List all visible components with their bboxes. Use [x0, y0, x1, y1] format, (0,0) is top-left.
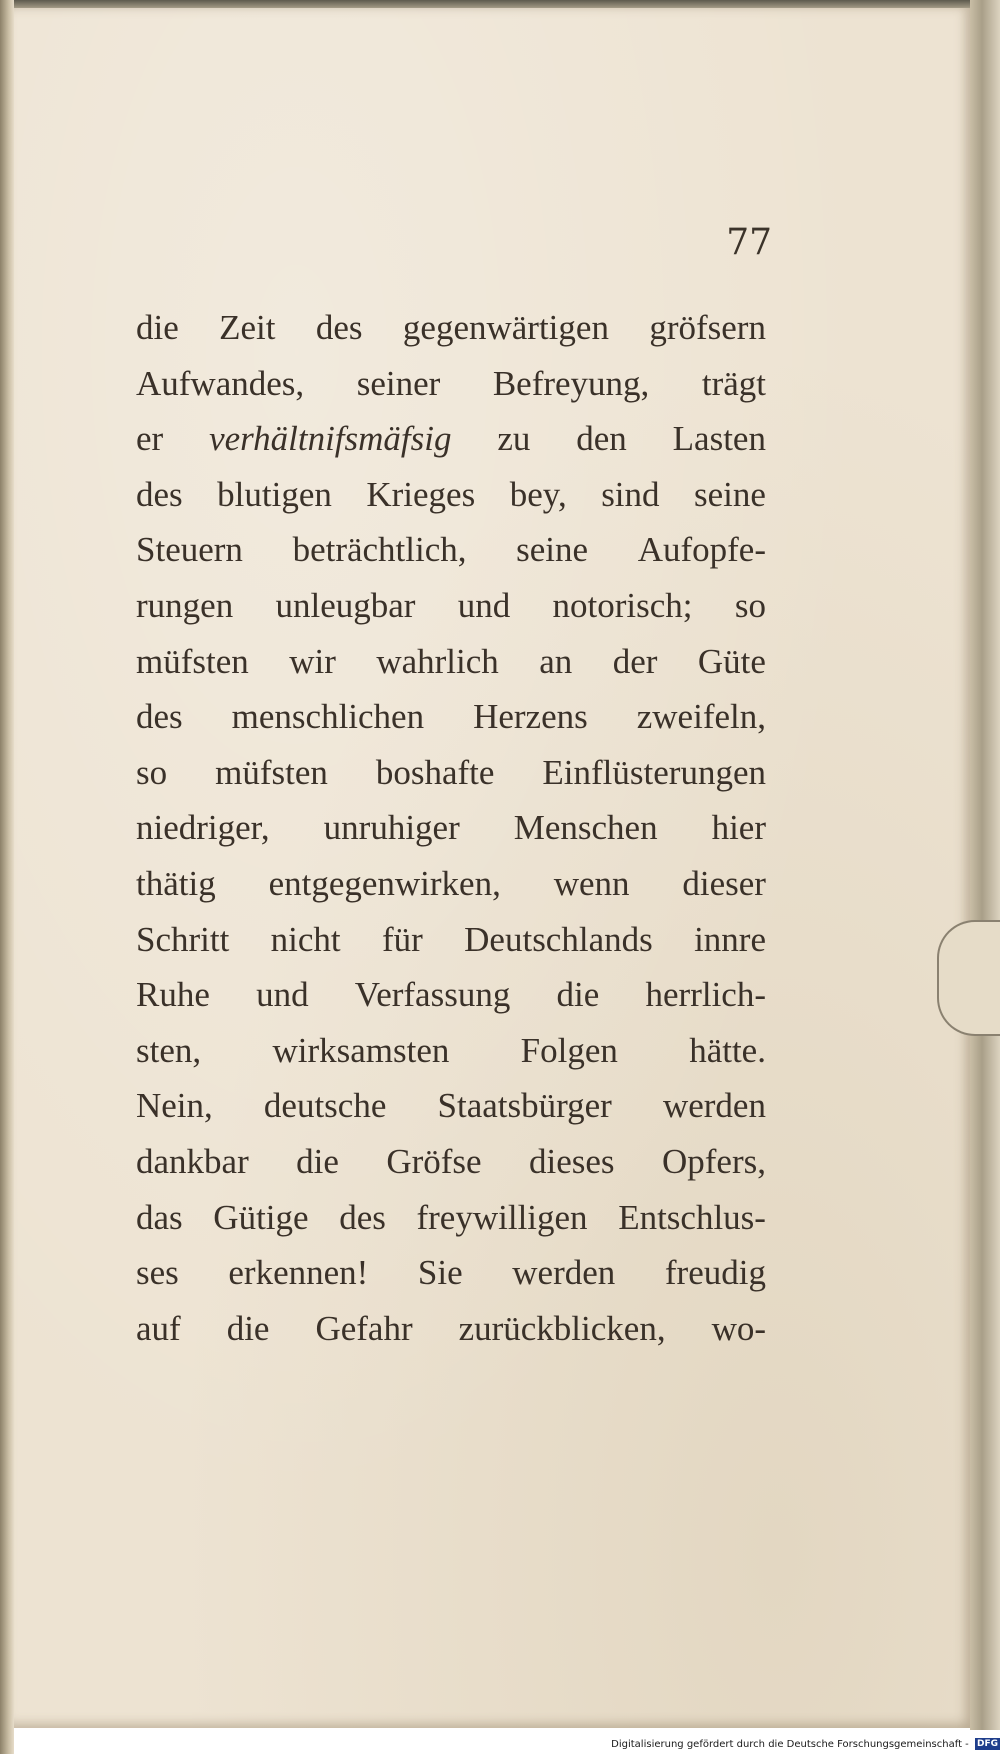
- word: bey,: [509, 474, 567, 514]
- word: wahrlich: [376, 641, 499, 681]
- binding-shadow: [0, 0, 14, 1754]
- text-line: [136, 1134, 766, 1190]
- word: sind: [601, 474, 660, 514]
- word: Befreyung,: [492, 363, 650, 403]
- word: trägt: [701, 363, 766, 403]
- word: gegenwärtigen: [402, 308, 609, 347]
- word: blutigen: [217, 474, 332, 514]
- text-line: [136, 1190, 766, 1246]
- word: ses: [136, 1253, 179, 1293]
- text-line: [136, 411, 766, 467]
- word: beträchtlich,: [292, 530, 467, 570]
- word: hätte.: [689, 1030, 766, 1070]
- text-line: [136, 634, 766, 690]
- word: Lasten: [672, 419, 766, 459]
- word: Opfers,: [661, 1141, 766, 1181]
- word: Menschen: [513, 808, 658, 848]
- text-line: [136, 1023, 766, 1079]
- word: und: [256, 975, 309, 1015]
- word: Schritt: [136, 919, 230, 959]
- text-line: [136, 1301, 766, 1357]
- dfg-logo: DFG: [976, 1739, 998, 1749]
- word: Einflüsterungen: [542, 752, 766, 792]
- word: seiner: [356, 363, 441, 403]
- text-line: [136, 800, 766, 856]
- page-number: 77: [726, 222, 772, 263]
- word: zurückblicken,: [458, 1308, 666, 1348]
- word: werden: [512, 1253, 616, 1293]
- word: seine: [516, 530, 589, 570]
- word: notorisch;: [552, 585, 693, 625]
- word: müfsten: [215, 752, 328, 792]
- word: auf: [136, 1308, 181, 1348]
- word: Gütige: [213, 1197, 309, 1237]
- word: das: [136, 1197, 183, 1237]
- word: erkennen!: [228, 1253, 369, 1293]
- book-fore-edge: [970, 0, 1000, 1730]
- word: Deutschlands: [464, 919, 653, 959]
- word: dieses: [529, 1141, 615, 1181]
- word: Gröfse: [386, 1141, 482, 1181]
- text-line: [136, 467, 766, 523]
- text-line: [136, 912, 766, 968]
- word: Nein,: [136, 1086, 213, 1126]
- word: des: [315, 308, 363, 347]
- word: menschlichen: [231, 697, 425, 737]
- text-line: [136, 689, 766, 745]
- text-line: [136, 967, 766, 1023]
- word: Güte: [697, 641, 766, 681]
- text-line: [136, 856, 766, 912]
- page-tab-marker: [937, 920, 1000, 1036]
- word: dankbar: [136, 1141, 249, 1181]
- word: thätig: [136, 863, 216, 903]
- word: und: [457, 585, 511, 625]
- word: verhältnifsmäfsig: [209, 419, 452, 459]
- word: nicht: [270, 919, 341, 959]
- word: Herzens: [473, 697, 588, 737]
- word: entgegenwirken,: [268, 863, 501, 903]
- word: zweifeln,: [636, 697, 766, 737]
- word: seine: [694, 474, 766, 514]
- word: des: [136, 697, 183, 737]
- word: er: [136, 419, 164, 459]
- word: werden: [662, 1086, 766, 1126]
- word: unruhiger: [323, 808, 460, 848]
- word: innre: [694, 919, 766, 959]
- word: rungen: [136, 585, 234, 625]
- word: den: [576, 419, 627, 459]
- word: unleugbar: [275, 585, 416, 625]
- word: die: [226, 1308, 270, 1348]
- word: gröfsern: [649, 308, 766, 347]
- word: so: [734, 585, 766, 625]
- word: Steuern: [136, 530, 243, 570]
- word: boshafte: [375, 752, 495, 792]
- text-line: [136, 745, 766, 801]
- word: deutsche: [263, 1086, 387, 1126]
- word: müfsten: [136, 641, 249, 681]
- word: die: [136, 308, 179, 347]
- word: wenn: [553, 863, 630, 903]
- text-line: [136, 522, 766, 578]
- word: freudig: [664, 1253, 766, 1293]
- word: Verfassung: [354, 975, 511, 1015]
- word: Folgen: [520, 1030, 618, 1070]
- word: Zeit: [219, 308, 276, 347]
- word: sten,: [136, 1030, 202, 1070]
- word: die: [556, 975, 600, 1015]
- text-line: [136, 1078, 766, 1134]
- word: dieser: [682, 863, 766, 903]
- text-line: [136, 1245, 766, 1301]
- word: Gefahr: [315, 1308, 413, 1348]
- word: Krieges: [366, 474, 476, 514]
- page-body-text: [136, 300, 766, 1356]
- text-line: [136, 356, 766, 412]
- word: niedriger,: [136, 808, 270, 848]
- credit-text: Digitalisierung gefördert durch die Deutsche Forschungsgemeinschaft -: [611, 1739, 969, 1750]
- word: herrlich-: [645, 975, 766, 1015]
- word: hier: [711, 808, 766, 848]
- text-line: [136, 578, 766, 634]
- word: des: [136, 474, 183, 514]
- word: wo-: [711, 1308, 766, 1348]
- word: so: [136, 752, 168, 792]
- word: Aufopfe-: [637, 530, 766, 570]
- word: für: [382, 919, 423, 959]
- text-line: [136, 300, 766, 356]
- digitization-credit: [560, 1736, 1000, 1754]
- word: die: [296, 1141, 339, 1181]
- word: zu: [497, 419, 531, 459]
- word: wir: [289, 641, 336, 681]
- word: an: [539, 641, 573, 681]
- word: Aufwandes,: [136, 363, 305, 403]
- word: Entschlus-: [618, 1197, 766, 1237]
- word: Staatsbürger: [437, 1086, 612, 1126]
- word: des: [339, 1197, 386, 1237]
- word: wirksamsten: [272, 1030, 450, 1070]
- word: freywilligen: [416, 1197, 588, 1237]
- word: der: [612, 641, 658, 681]
- word: Sie: [417, 1253, 463, 1293]
- word: Ruhe: [136, 975, 210, 1015]
